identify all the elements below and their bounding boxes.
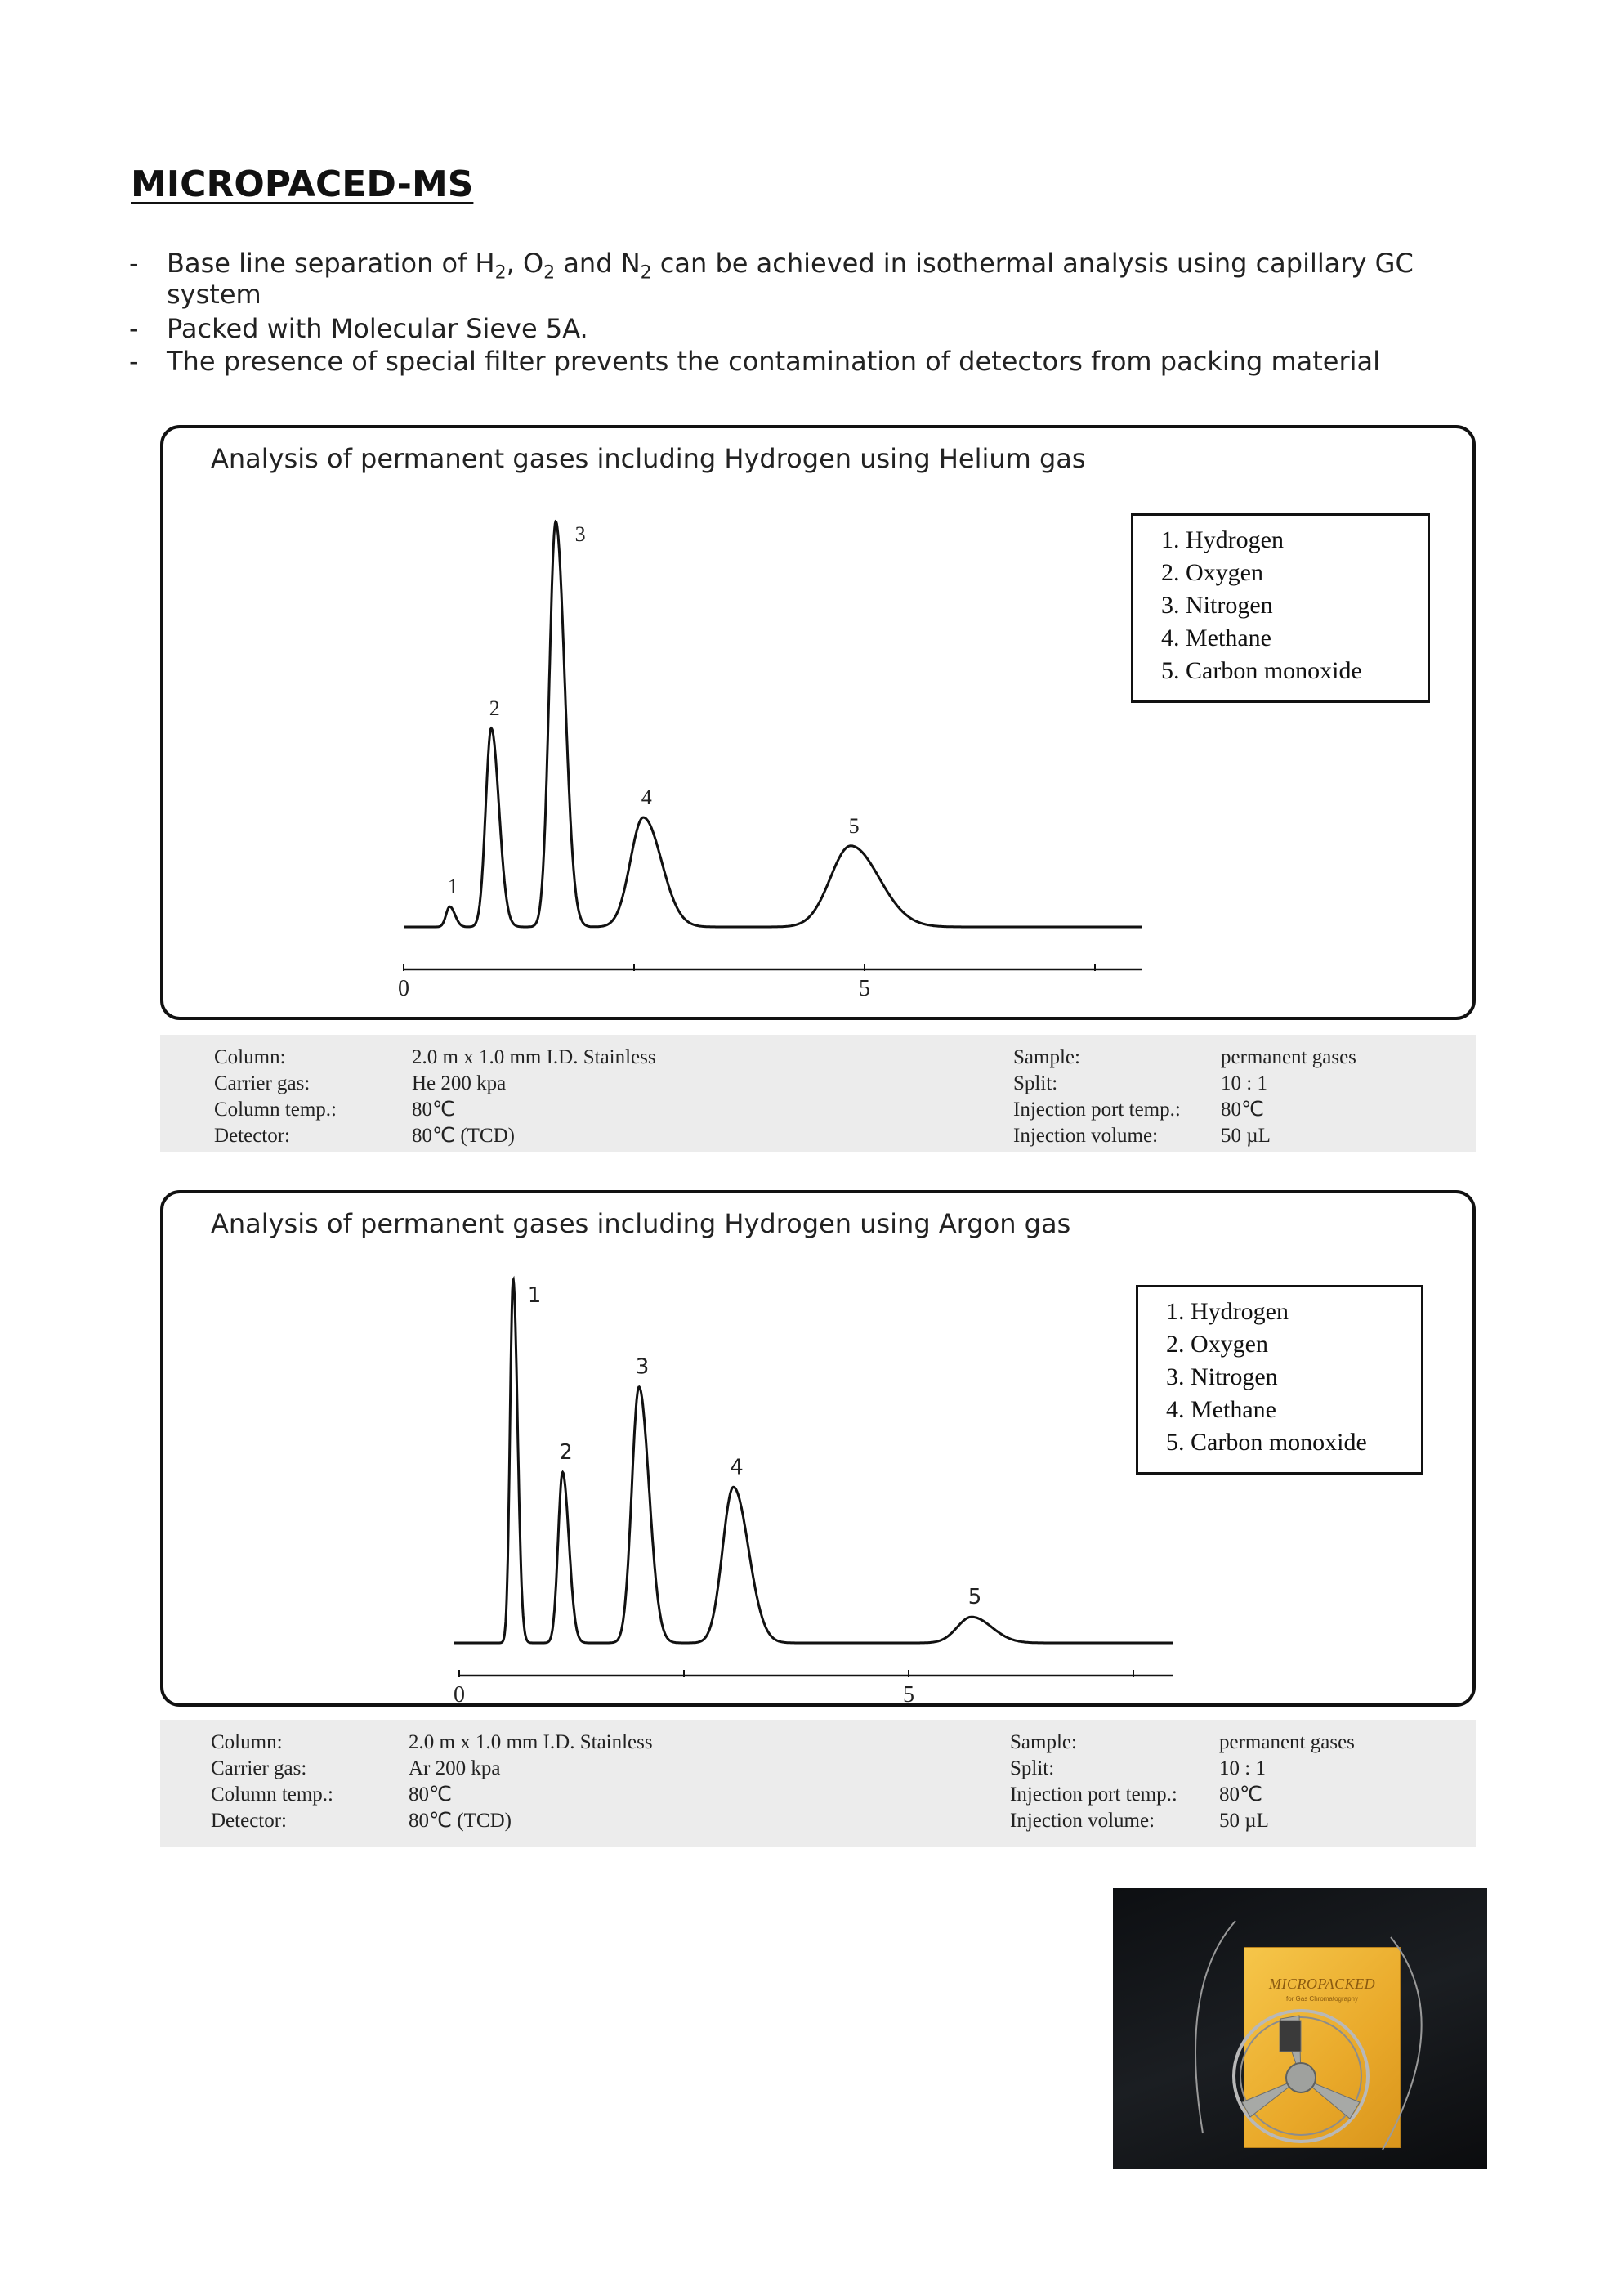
bullet-dash: - (129, 346, 139, 377)
legend-item: 5. Carbon monoxide (1186, 655, 1410, 687)
x-tick-label: 0 (454, 1682, 465, 1707)
page-title: MICROPACED-MS (131, 163, 474, 205)
x-tick-label: 5 (903, 1682, 914, 1707)
chart-title: Analysis of permanent gases including Hydrogen using Helium gas (211, 443, 1086, 474)
bullet-text: Base line separation of $H_2$, $O_2$ and $N_2$ can be achieved in isothermal analysis using capillary GC (167, 248, 1414, 284)
legend-item: 3. Nitrogen (1186, 589, 1410, 622)
peak-label: 1 (447, 875, 458, 899)
conditions-left-labels: Column: Carrier gas: Column temp.: Detector: (214, 1046, 337, 1147)
bullet-text: The presence of special filter prevents the contamination of detectors from packing material (167, 346, 1381, 377)
peak-label: 5 (848, 813, 860, 838)
legend-item: 4. Methane (1186, 622, 1410, 655)
conditions-right-values: permanent gases 10 : 1 80℃ 50 µL (1221, 1046, 1356, 1147)
peak-label: 2 (489, 696, 500, 720)
x-tick-label: 5 (859, 976, 870, 1001)
peak-label: 4 (730, 1455, 744, 1480)
peak-label: 3 (574, 522, 586, 546)
booklet-subtitle: for Gas Chromatography (1285, 1995, 1359, 2003)
legend-item: 1. Hydrogen (1191, 1296, 1403, 1328)
conditions-right-labels: Sample: Split: Injection port temp.: Injection volume: (1010, 1731, 1177, 1832)
peak-label: 2 (559, 1440, 573, 1466)
legend-item: 5. Carbon monoxide (1191, 1426, 1403, 1459)
conditions-left-labels: Column: Carrier gas: Column temp.: Detector: (211, 1731, 333, 1832)
legend-item: 2. Oxygen (1186, 557, 1410, 589)
conditions-left-values: 2.0 m x 1.0 mm I.D. Stainless He 200 kpa 80℃ 80℃ (TCD) (412, 1046, 656, 1147)
legend-item: 3. Nitrogen (1191, 1361, 1403, 1394)
booklet-brand: MICROPACKED (1268, 1976, 1376, 1992)
peak-label: 3 (635, 1354, 650, 1380)
peak-label: 5 (967, 1585, 982, 1610)
coiled-column-icon (1113, 1888, 1487, 2169)
legend-item: 2. Oxygen (1191, 1328, 1403, 1361)
conditions-right-labels: Sample: Split: Injection port temp.: Injection volume: (1013, 1046, 1181, 1147)
conditions-argon (160, 1720, 1476, 1847)
bullet-text: Packed with Molecular Sieve 5A. (167, 313, 588, 344)
conditions-left-values: 2.0 m x 1.0 mm I.D. Stainless Ar 200 kpa 80℃ 80℃ (TCD) (409, 1731, 653, 1832)
chart-title: Analysis of permanent gases including Hydrogen using Argon gas (211, 1208, 1071, 1239)
peak-label: 4 (641, 785, 652, 810)
bullet-text-continued: system (167, 279, 261, 310)
legend-item: 1. Hydrogen (1186, 524, 1410, 557)
bullet-dash: - (129, 248, 139, 279)
x-tick-label: 0 (398, 976, 409, 1001)
legend-argon (1136, 1285, 1423, 1475)
product-photo (1113, 1888, 1487, 2169)
peak-label: 1 (527, 1283, 542, 1309)
bullet-dash: - (129, 313, 139, 344)
legend-item: 4. Methane (1191, 1394, 1403, 1426)
conditions-right-values: permanent gases 10 : 1 80℃ 50 µL (1219, 1731, 1355, 1832)
